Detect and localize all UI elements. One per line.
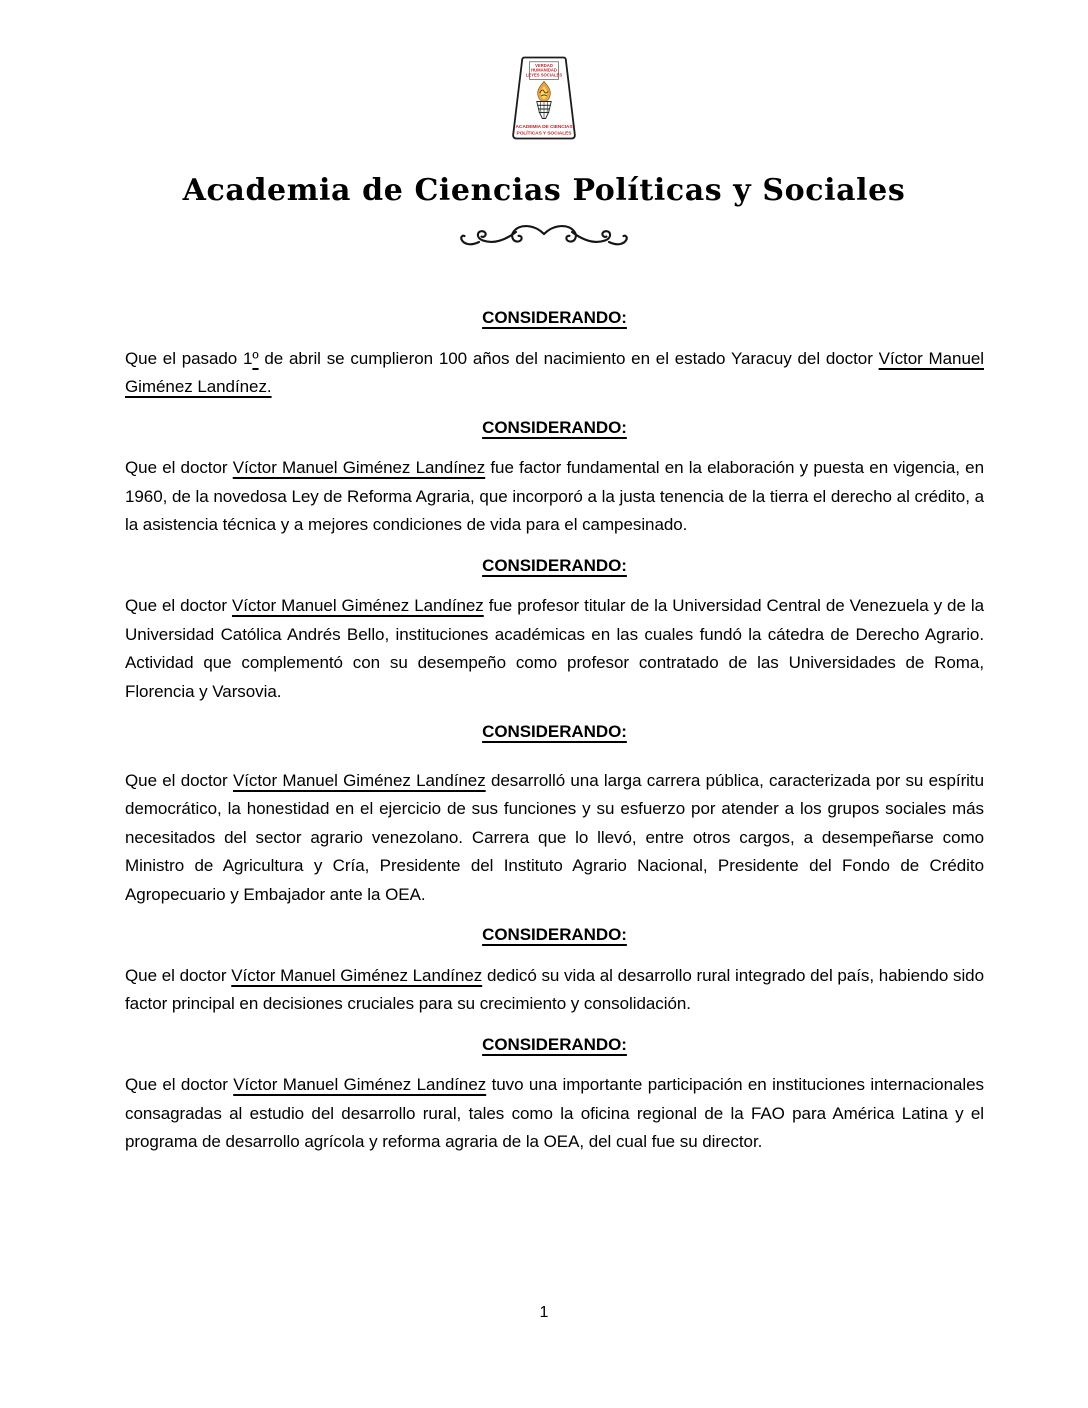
considerando-section-4: [125, 718, 984, 909]
underlined-text: Víctor Manuel Giménez Landínez: [231, 965, 483, 985]
underlined-text: Víctor Manuel Giménez Landínez: [232, 596, 484, 615]
academy-seal: [0, 0, 1088, 146]
underlined-text: º: [252, 348, 259, 368]
considerando-section-2: [125, 414, 984, 540]
flourish-icon: [456, 221, 632, 251]
section-paragraph: [125, 454, 984, 540]
considerando-section-3: [125, 552, 984, 707]
section-heading: CONSIDERANDO:: [482, 1034, 627, 1054]
seal-motto-line2: HUMANIDAD: [531, 67, 557, 73]
section-paragraph: [125, 962, 984, 1019]
underlined-text: Víctor Manuel Giménez Landínez.: [125, 348, 984, 396]
underlined-text: Víctor Manuel Giménez Landínez: [232, 770, 486, 790]
paragraph-text: tuvo una importante participación en instituciones internacionales consagradas al estudio del desarrollo rural, tales como la oficina regional de la FAO para América Latina y el programa de desarrollo agrícola y reforma agraria de la OEA, del cual fue su director.: [125, 1075, 984, 1151]
paragraph-text: Que el pasado 1: [125, 348, 253, 368]
seal-name-line1: ACADEMIA DE CIENCIAS: [515, 125, 573, 130]
page-footer: [0, 1304, 1088, 1322]
section-heading: CONSIDERANDO:: [482, 555, 627, 575]
academy-seal-icon: [510, 55, 578, 141]
section-paragraph: [125, 345, 984, 402]
page-title: Academia de Ciencias Políticas y Sociales: [182, 173, 906, 208]
paragraph-text: Que el doctor: [125, 596, 233, 615]
section-paragraph: [125, 592, 984, 706]
considerando-section-6: [125, 1031, 984, 1157]
section-heading: CONSIDERANDO:: [482, 417, 627, 437]
paragraph-text: fue factor fundamental en la elaboración y puesta en vigencia, en 1960, de la novedosa Ley de Reforma Agraria, que incorporó a la justa tenencia de la tierra el derecho al crédito, a la asistencia técnica y a mejores condiciones de vida para el campesinado.: [125, 458, 984, 534]
paragraph-text: Que el doctor: [125, 965, 232, 985]
document-body: [0, 304, 1088, 1157]
seal-motto-line3: LEYES SOCIALES: [525, 72, 563, 78]
paragraph-text: Que el doctor: [125, 770, 233, 790]
ornamental-divider: [0, 221, 1088, 256]
underlined-text: Víctor Manuel Giménez Landínez: [232, 458, 486, 477]
considerando-section-1: [125, 304, 984, 402]
section-heading: CONSIDERANDO:: [482, 925, 627, 944]
paragraph-text: Que el doctor: [125, 458, 233, 477]
paragraph-text: desarrolló una larga carrera pública, caracterizada por su espíritu democrático, la honestidad en el ejercicio de sus funciones y su esfuerzo por atender a los grupos sociales más necesitados del sector agrario venezolano. Carrera que lo llevó, entre otros cargos, a desempeñarse como Ministro de Agricultura y Cría, Presidente del Instituto Agrario Nacional, Presidente del Fondo de Crédito Agropecuario y Embajador ante la OEA.: [125, 770, 984, 904]
seal-name-line2: POLÍTICAS Y SOCIALES: [516, 131, 572, 137]
section-heading: CONSIDERANDO:: [482, 308, 627, 327]
section-heading: CONSIDERANDO:: [482, 722, 627, 741]
section-paragraph: [125, 767, 984, 910]
underlined-text: Víctor Manuel Giménez Landínez: [233, 1075, 487, 1094]
section-paragraph: [125, 1071, 984, 1157]
paragraph-text: fue profesor titular de la Universidad Central de Venezuela y de la Universidad Católica Andrés Bello, instituciones académicas en las cuales fundó la cátedra de Derecho Agrario. Actividad que complementó con su desempeño como profesor contratado de las Universidades de Roma, Florencia y Varsovia.: [125, 596, 984, 701]
paragraph-text: dedicó su vida al desarrollo rural integrado del país, habiendo sido factor principal en decisiones cruciales para su crecimiento y consolidación.: [125, 965, 984, 1013]
considerando-section-5: [125, 921, 984, 1019]
paragraph-text: Que el doctor: [125, 1075, 234, 1094]
paragraph-text: de abril se cumplieron 100 años del nacimiento en el estado Yaracuy del doctor: [258, 348, 879, 368]
page-number: 1: [539, 1304, 549, 1321]
seal-motto-line1: VERDAD: [535, 63, 553, 68]
